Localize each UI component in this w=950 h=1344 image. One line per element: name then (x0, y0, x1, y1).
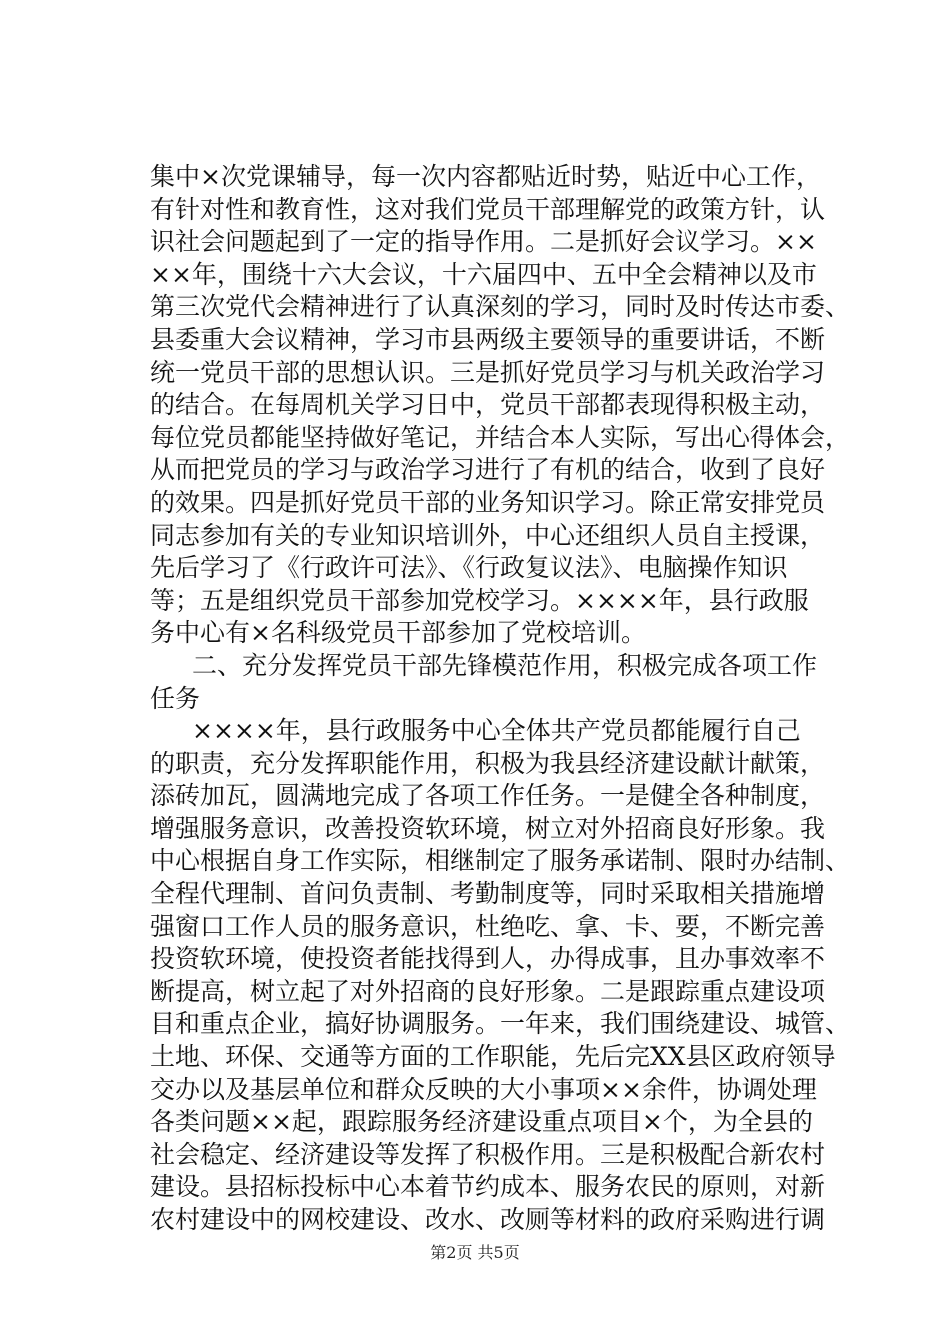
text-line: 强窗口工作人员的服务意识，杜绝吃、拿、卡、要，不断完善 (150, 911, 826, 941)
text-line: 集中×次党课辅导，每一次内容都贴近时势，贴近中心工作， (150, 162, 821, 191)
text-line: 县委重大会议精神，学习市县两级主要领导的重要讲话，不断 (150, 324, 826, 354)
text-line: 增强服务意识，改善投资软环境，树立对外招商良好形象。我 (150, 813, 826, 843)
text-line: 的效果。四是抓好党员干部的业务知识学习。除正常安排党员 (150, 487, 826, 517)
text-line: 添砖加瓦，圆满地完成了各项工作任务。一是健全各种制度， (150, 781, 826, 811)
text-line: 全程代理制、首问负责制、考勤制度等，同时采取相关措施增 (150, 879, 826, 909)
page-number-footer: 第2页 共5页 (430, 1243, 520, 1262)
text-line: 每位党员都能坚持做好笔记，并结合本人实际，写出心得体会， (150, 422, 851, 452)
section-heading: 二、充分发挥党员干部先锋模范作用，积极完成各项工作 (192, 650, 818, 680)
text-line: 投资软环境，使投资者能找得到人，办得成事，且办事效率不 (150, 944, 826, 974)
section-heading-continued: 任务 (150, 683, 201, 713)
text-line: 交办以及基层单位和群众反映的大小事项××余件，协调处理 (150, 1074, 817, 1104)
text-line: 农村建设中的网校建设、改水、改厕等材料的政府采购进行调 (150, 1205, 826, 1234)
text-line: 等；五是组织党员干部参加党校学习。××××年，县行政服 (150, 585, 809, 615)
text-line: 先后学习了《行政许可法》、《行政复议法》、电脑操作知识 (150, 553, 788, 583)
text-line: 识社会问题起到了一定的指导作用。二是抓好会议学习。×× (150, 227, 817, 257)
document-body (150, 161, 850, 1237)
text-line: 同志参加有关的专业知识培训外，中心还组织人员自主授课， (150, 520, 826, 550)
text-line: 务中心有×名科级党员干部参加了党校培训。 (150, 618, 646, 648)
text-line: 土地、环保、交通等方面的工作职能，先后完XX县区政府领导 (150, 1042, 836, 1072)
text-line: ××年，围绕十六大会议，十六届四中、五中全会精神以及市 (150, 259, 817, 289)
text-line: 目和重点企业，搞好协调服务。一年来，我们围绕建设、城管、 (150, 1009, 851, 1039)
text-line: 第三次党代会精神进行了认真深刻的学习，同时及时传达市委、 (150, 292, 851, 322)
text-line: 从而把党员的学习与政治学习进行了有机的结合，收到了良好 (150, 455, 826, 485)
text-line: 统一党员干部的思想认识。三是抓好党员学习与机关政治学习 (150, 357, 826, 387)
text-line: 有针对性和教育性，这对我们党员干部理解党的政策方针，认 (150, 194, 826, 224)
text-line: 中心根据自身工作实际，相继制定了服务承诺制、限时办结制、 (150, 846, 851, 876)
text-line: ××××年，县行政服务中心全体共产党员都能履行自己 (192, 716, 801, 746)
text-line: 社会稳定、经济建设等发挥了积极作用。三是积极配合新农村 (150, 1139, 826, 1169)
text-line: 断提高，树立起了对外招商的良好形象。二是跟踪重点建设项 (150, 976, 826, 1006)
text-line: 的结合。在每周机关学习日中，党员干部都表现得积极主动， (150, 390, 826, 420)
text-line: 的职责，充分发挥职能作用，积极为我县经济建设献计献策， (150, 748, 826, 778)
text-line: 各类问题××起，跟踪服务经济建设重点项目×个，为全县的 (150, 1107, 813, 1137)
text-line: 建设。县招标投标中心本着节约成本、服务农民的原则，对新 (150, 1172, 826, 1202)
